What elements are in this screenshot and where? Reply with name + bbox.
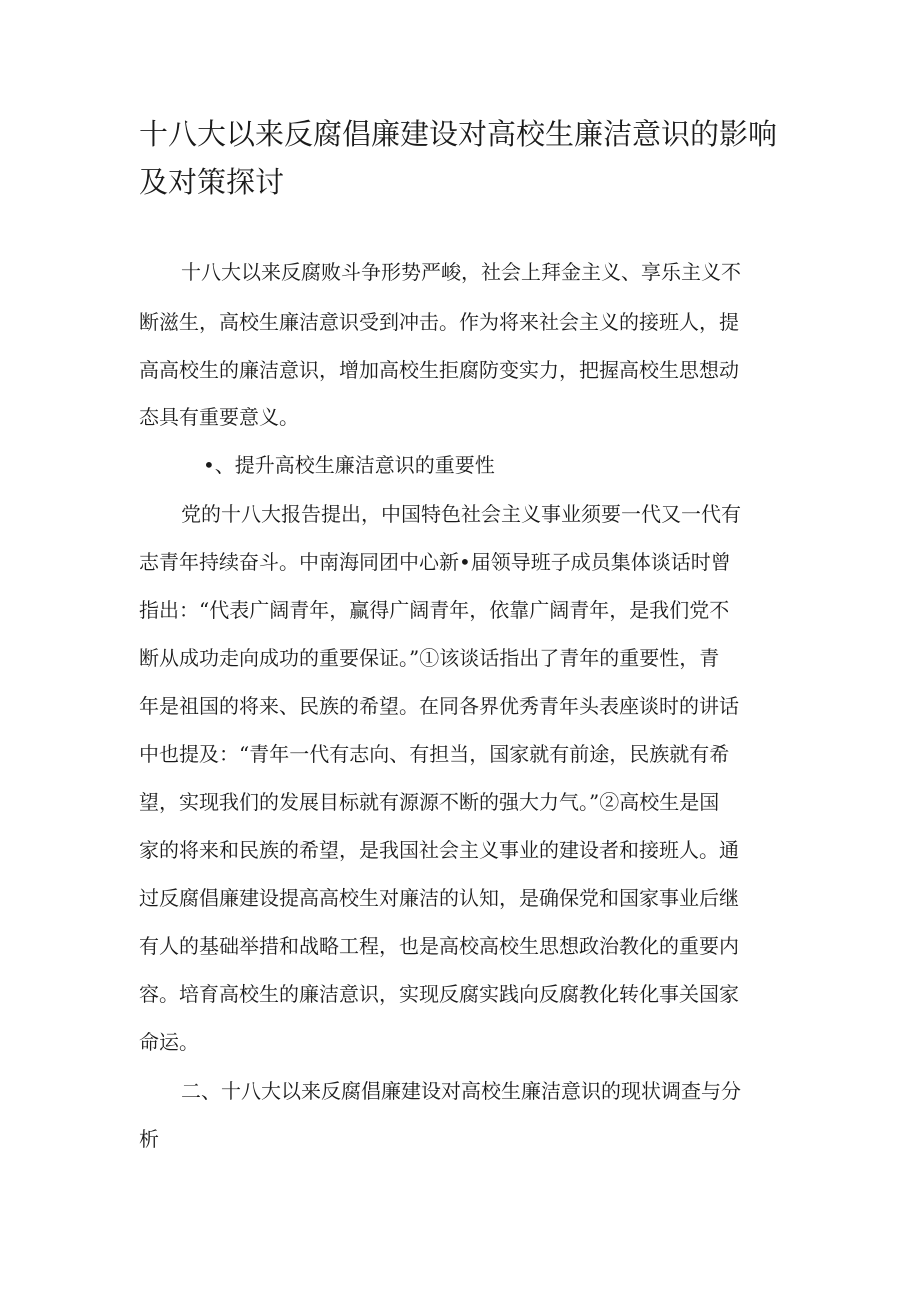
section-2-heading-line-2: 析 (139, 1127, 159, 1151)
document-title: 十八大以来反腐倡廉建设对高校生廉洁意识的影响及对策探讨 (139, 117, 778, 199)
section-1-line-11: 容。培育高校生的廉洁意识，实现反腐实践向反腐教化转化事关国家 (139, 982, 739, 1006)
section-1-line-3: 指出：“代表广阔青年，赢得广阔青年，依靠广阔青年，是我们党不 (139, 598, 730, 622)
section-1-line-5: 年是祖国的将来、民族的希望。在同各界优秀青年头表座谈时的讲话 (139, 694, 739, 718)
section-1-heading: •、提升高校生廉洁意识的重要性 (203, 453, 495, 477)
section-1-line-8: 家的将来和民族的希望，是我国社会主义事业的建设者和接班人。通 (139, 838, 739, 862)
section-1-line-9: 过反腐倡廉建设提高高校生对廉洁的认知，是确保党和国家事业后继 (139, 886, 739, 910)
section-1-line-7: 望，实现我们的发展目标就有源源不断的强大力气。”②高校生是国 (139, 790, 720, 814)
section-1-line-4: 断从成功走向成功的重要保证。”①该谈话指出了青年的重要性，青 (139, 646, 720, 670)
intro-line-4: 态具有重要意义。 (139, 405, 299, 429)
section-1-line-6: 中也提及：“青年一代有志向、有担当，国家就有前途，民族就有希 (139, 742, 730, 766)
section-1-line-10: 有人的基础举措和战略工程，也是高校高校生思想政治教化的重要内 (139, 934, 739, 958)
intro-line-1: 十八大以来反腐败斗争形势严峻，社会上拜金主义、享乐主义不 (181, 260, 741, 284)
section-2-heading-line-1: 二、十八大以来反腐倡廉建设对高校生廉洁意识的现状调查与分 (181, 1079, 741, 1103)
section-1-line-1: 党的十八大报告提出，中国特色社会主义事业须要一代又一代有 (181, 502, 741, 526)
intro-line-2: 断滋生，高校生廉洁意识受到冲击。作为将来社会主义的接班人，提 (139, 310, 739, 334)
section-1-line-2: 志青年持续奋斗。中南海同团中心新•届领导班子成员集体谈话时曾 (139, 550, 731, 574)
section-1-line-12: 命运。 (139, 1030, 199, 1054)
intro-line-3: 高高校生的廉洁意识，增加高校生拒腐防变实力，把握高校生思想动 (139, 358, 739, 382)
